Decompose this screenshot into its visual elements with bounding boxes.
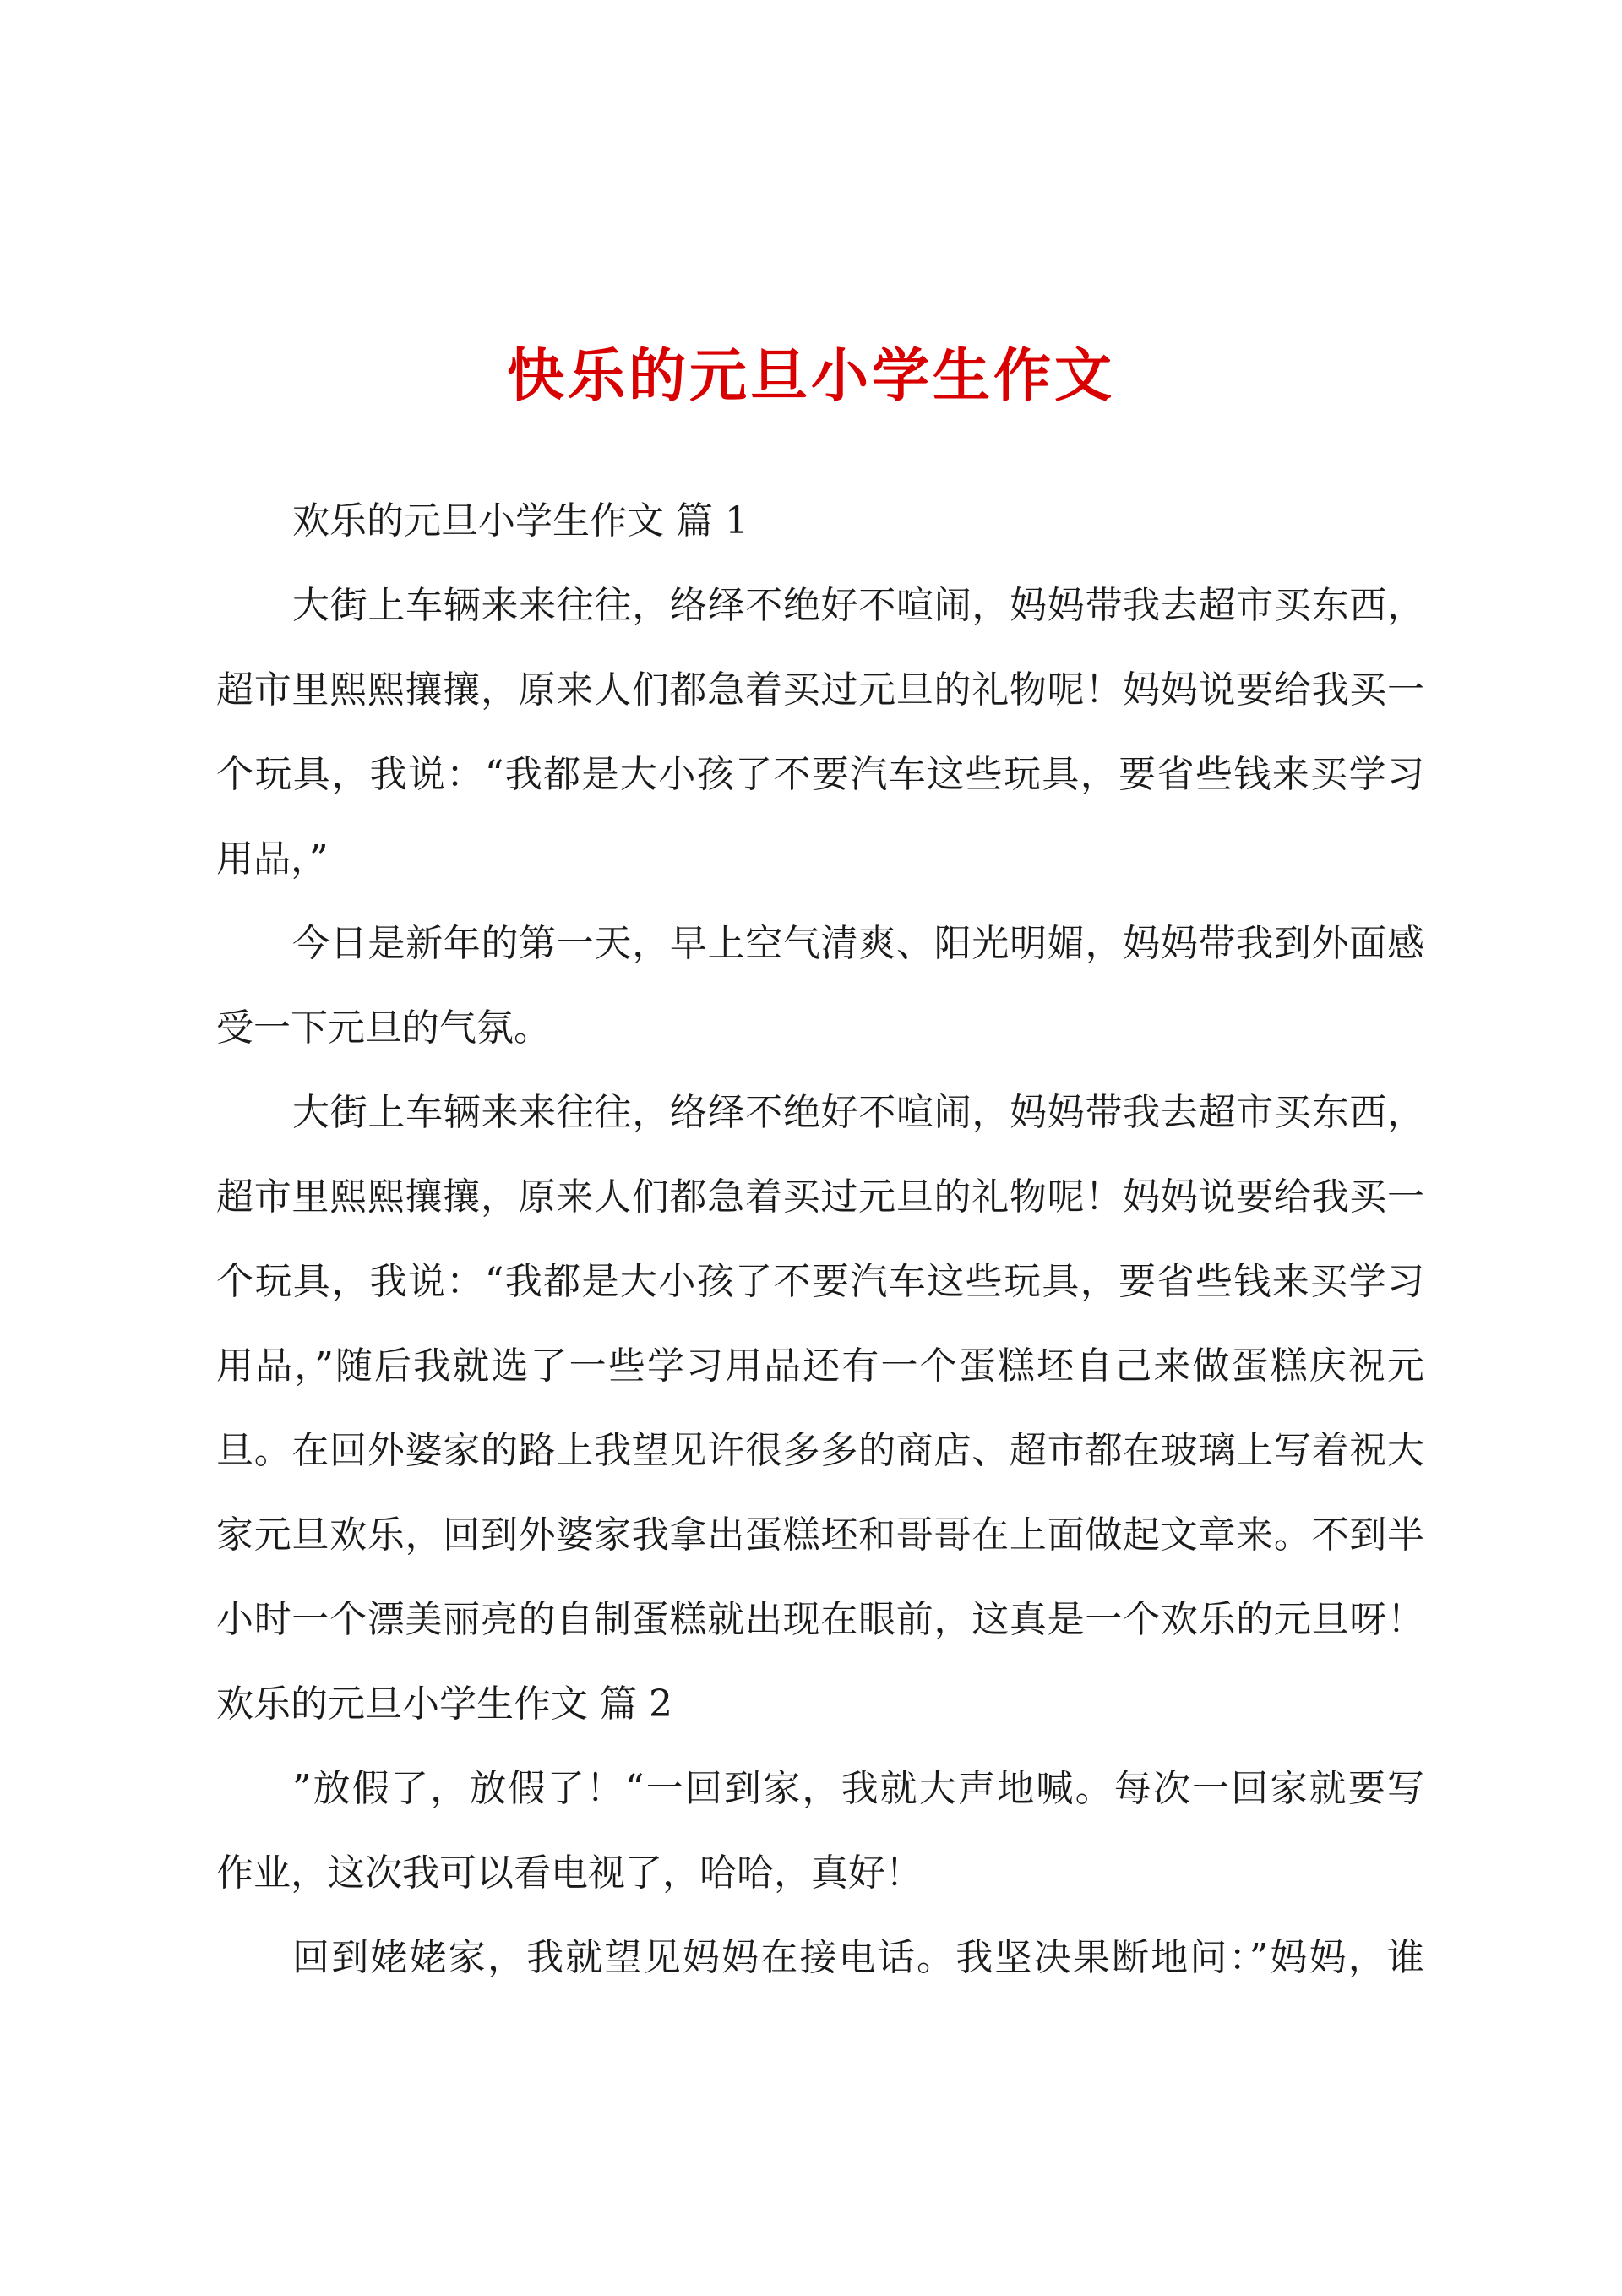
paragraph-line: 用品，” [216, 837, 329, 881]
paragraph-line: 超市里熙熙攘攘，原来人们都急着买过元旦的礼物呢！妈妈说要给我买一 [216, 1175, 1424, 1219]
paragraph-line: 今日是新年的第一天，早上空气清爽、阳光明媚，妈妈带我到外面感 [292, 922, 1424, 965]
paragraph-line: 用品，”随后我就选了一些学习用品还有一个蛋糕坯自己来做蛋糕庆祝元 [216, 1344, 1424, 1388]
paragraph-line: 作业，这次我可以看电视了，哈哈，真好！ [216, 1852, 923, 1895]
paragraph-line: 受一下元旦的气氛。 [216, 1006, 551, 1050]
section-heading-2: 欢乐的元旦小学生作文 篇 2 [216, 1682, 672, 1726]
paragraph-line: 大街上车辆来来往往，络绎不绝好不喧闹，妈妈带我去超市买东西， [292, 584, 1424, 627]
paragraph-line: 小时一个漂美丽亮的自制蛋糕就出现在眼前，这真是一个欢乐的元旦呀！ [216, 1598, 1424, 1641]
paragraph-line: 回到姥姥家，我就望见妈妈在接电话。我坚决果断地问：”妈妈，谁 [292, 1936, 1424, 1979]
paragraph-line: 个玩具，我说：“我都是大小孩了不要汽车这些玩具，要省些钱来买学习 [216, 1260, 1424, 1303]
paragraph-line: ”放假了，放假了！“一回到家，我就大声地喊。每次一回家就要写 [292, 1767, 1424, 1810]
paragraph-line: 大街上车辆来来往往，络绎不绝好不喧闹，妈妈带我去超市买东西， [292, 1091, 1424, 1134]
paragraph-line: 超市里熙熙攘攘，原来人们都急着买过元旦的礼物呢！妈妈说要给我买一 [216, 668, 1424, 712]
section-heading-1: 欢乐的元旦小学生作文 篇 1 [292, 499, 748, 543]
paragraph-line: 旦。在回外婆家的路上我望见许很多多的商店、超市都在玻璃上写着祝大 [216, 1429, 1424, 1472]
document-title: 快乐的元旦小学生作文 [506, 342, 1115, 410]
paragraph-line: 家元旦欢乐，回到外婆家我拿出蛋糕坯和哥哥在上面做起文章来。不到半 [216, 1513, 1424, 1557]
paragraph-line: 个玩具，我说：“我都是大小孩了不要汽车这些玩具，要省些钱来买学习 [216, 753, 1424, 796]
